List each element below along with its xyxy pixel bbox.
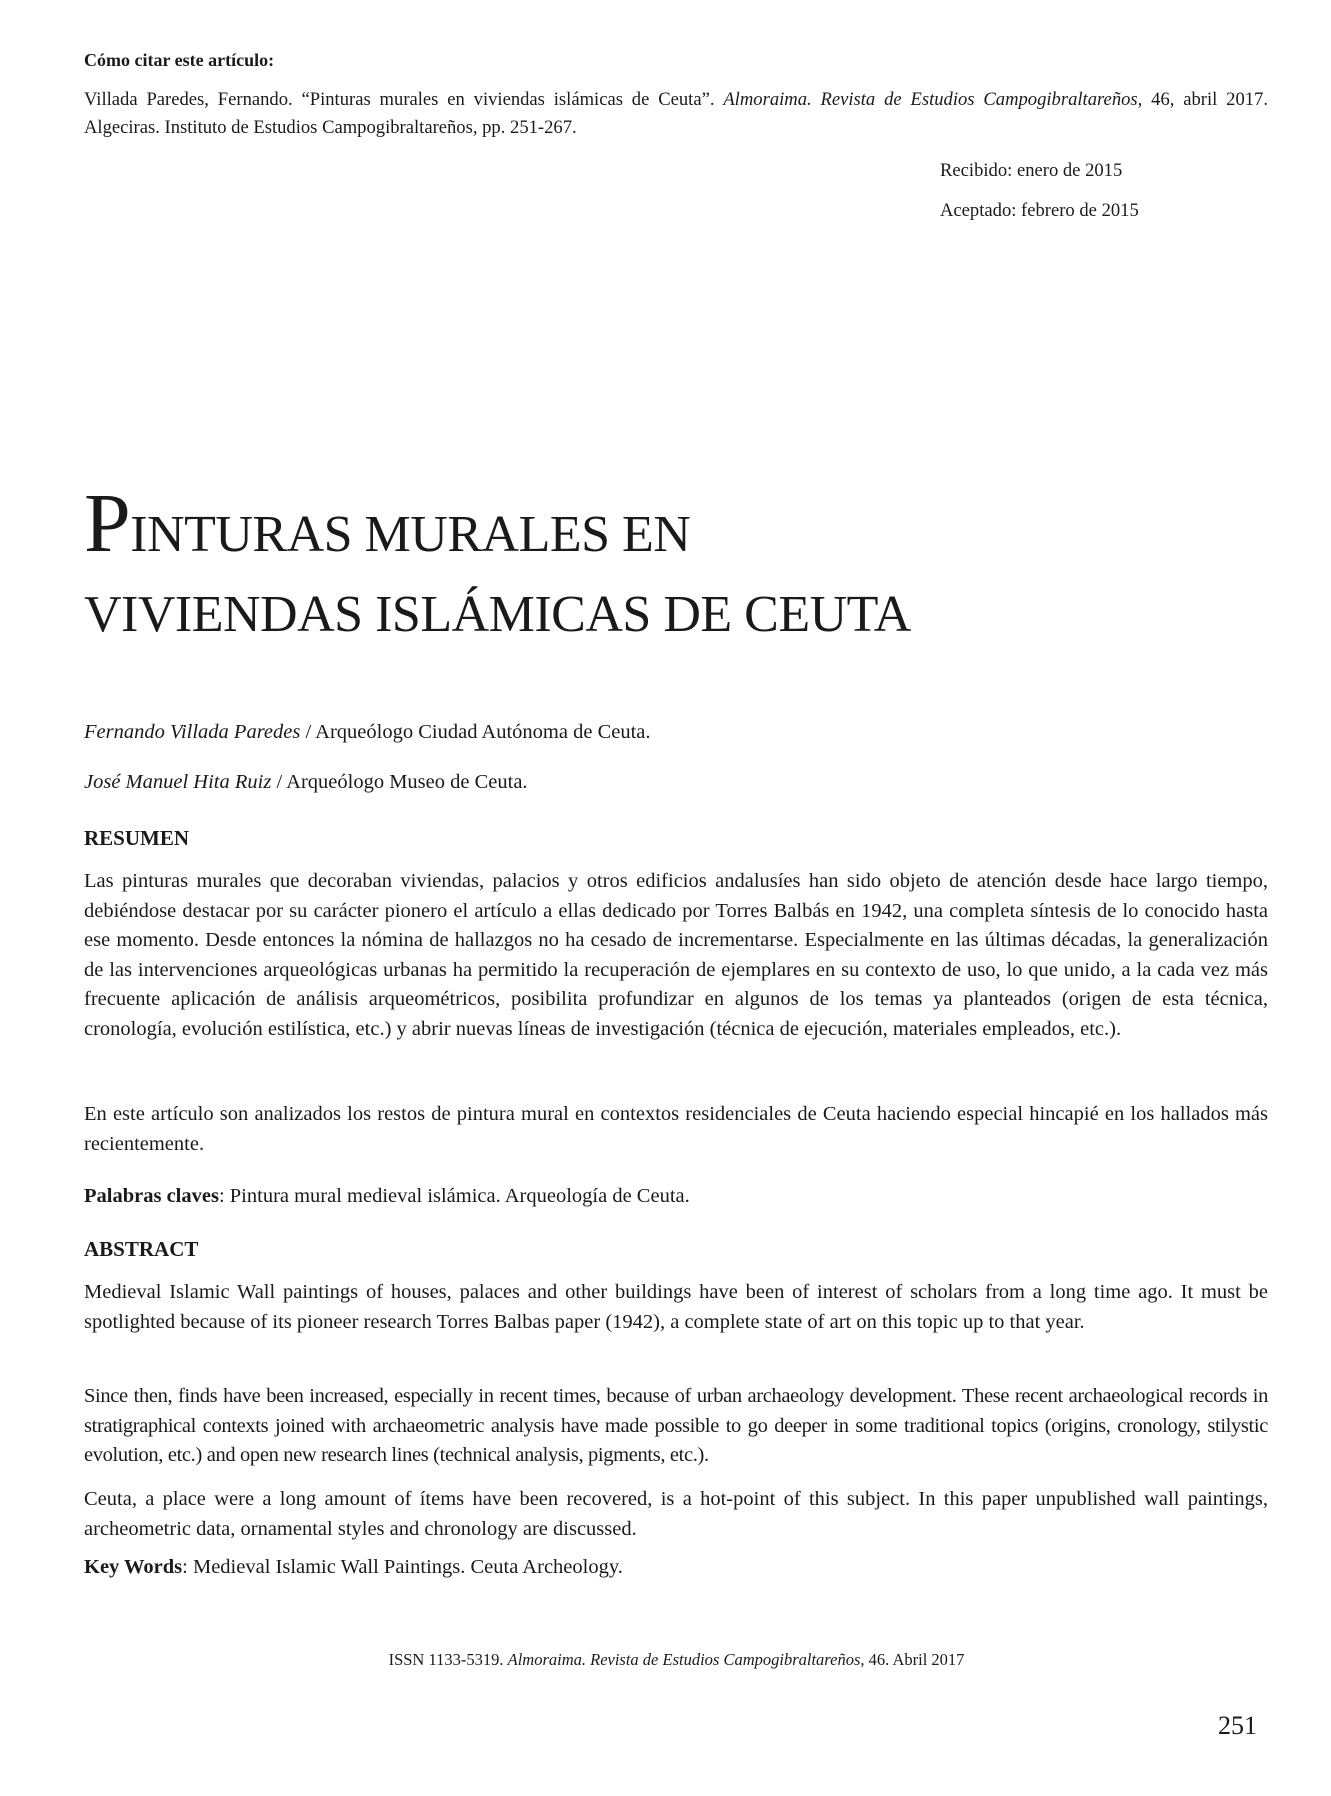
abstract-paragraph-3: [84, 1485, 1268, 1544]
resumen-heading: RESUMEN: [84, 826, 190, 850]
abstract-paragraph-1: [84, 1278, 1268, 1337]
footer-journal: Almoraima. Revista de Estudios Campogibraltareños: [507, 1650, 861, 1669]
author-item: [84, 707, 651, 757]
abstract-heading: ABSTRACT: [84, 1237, 199, 1261]
title-line1: INTURAS MURALES EN: [130, 506, 691, 563]
keywords-text: : Medieval Islamic Wall Paintings. Ceuta Archeology.: [182, 1556, 623, 1578]
title-initial: P: [84, 477, 131, 570]
page-number: 251: [1218, 1711, 1257, 1740]
page-footer: [0, 1650, 1331, 1670]
citation-journal: Almoraima. Revista de Estudios Campogibraltareños: [723, 89, 1138, 110]
keywords-label: Palabras claves: [84, 1185, 219, 1207]
resumen-paragraph-1: [84, 867, 1268, 1044]
citation-text-before: Villada Paredes, Fernando. “Pinturas murales en viviendas islámicas de Ceuta”.: [84, 89, 724, 110]
citation-text: [84, 86, 1268, 142]
resumen-keywords: [84, 1182, 1268, 1212]
author-list: [84, 707, 651, 807]
keywords-text: : Pintura mural medieval islámica. Arqueología de Ceuta.: [218, 1185, 690, 1207]
author-name: Fernando Villada Paredes: [84, 721, 301, 743]
author-affiliation: / Arqueólogo Museo de Ceuta.: [271, 771, 528, 793]
citation-text-after: , 46, abril 2017. Algeciras. Instituto de Estudios Campogibraltareños, pp. 251-267.: [84, 89, 1269, 138]
keywords-label: Key Words: [84, 1556, 183, 1578]
author-item: [84, 757, 651, 807]
footer-issue: , 46. Abril 2017: [860, 1650, 965, 1669]
abstract-text: Medieval Islamic Wall paintings of houses, palaces and other buildings have been of interest of scholars from a long time ago. It must be spotlighted because of its pioneer research Torres Balbas paper (1942), a complete state of art on this topic up to that year.: [84, 1281, 1268, 1333]
received-date: Recibido: enero de 2015: [940, 160, 1123, 181]
abstract-text: Since then, finds have been increased, especially in recent times, because of urban archaeology development. These recent archaeological records in stratigraphical contexts joined with archaeometric analysis have made possible to go deeper in some traditional topics (origins, cronology, stilystic evolution, etc.) and open new research lines (technical analysis, pigments, etc.).: [84, 1385, 1268, 1466]
title-line2: VIVIENDAS ISLÁMICAS DE CEUTA: [84, 586, 911, 643]
accepted-date: Aceptado: febrero de 2015: [940, 200, 1139, 221]
resumen-text: En este artículo son analizados los restos de pintura mural en contextos residenciales de Ceuta haciendo especial hincapié en los hallados más recientemente.: [84, 1103, 1268, 1155]
abstract-paragraph-2: [84, 1382, 1268, 1471]
article-title: [84, 477, 1264, 655]
resumen-section: [84, 826, 1268, 851]
abstract-section: [84, 1237, 1268, 1262]
citation-heading: Cómo citar este artículo:: [84, 50, 275, 70]
abstract-text: Ceuta, a place were a long amount of ítems have been recovered, is a hot-point of this subject. In this paper unpublished wall paintings, archeometric data, ornamental styles and chronology are discussed.: [84, 1488, 1268, 1540]
submission-dates: [940, 151, 1139, 231]
author-affiliation: / Arqueólogo Ciudad Autónoma de Ceuta.: [300, 721, 651, 743]
resumen-text: Las pinturas murales que decoraban viviendas, palacios y otros edificios andalusíes han sido objeto de atención desde hace largo tiempo, debiéndose destacar por su carácter pionero el artículo a ellas dedicado por Torres Balbás en 1942, una completa síntesis de lo conocido hasta ese momento. Desde entonces la nómina de hallazgos no ha cesado de incrementarse. Especialmente en las últimas décadas, la generalización de las intervenciones arqueológicas urbanas ha permitido la recuperación de ejemplares en su contexto de uso, lo que unido, a la cada vez más frecuente aplicación de análisis arqueométricos, posibilita profundizar en algunos de los temas ya planteados (origen de esta técnica, cronología, evolución estilística, etc.) y abrir nuevas líneas de investigación (técnica de ejecución, materiales empleados, etc.).: [84, 870, 1268, 1040]
author-name: José Manuel Hita Ruiz: [84, 771, 272, 793]
resumen-paragraph-2: [84, 1100, 1268, 1159]
abstract-keywords: [84, 1553, 1268, 1583]
footer-issn: ISSN 1133-5319.: [388, 1650, 508, 1669]
